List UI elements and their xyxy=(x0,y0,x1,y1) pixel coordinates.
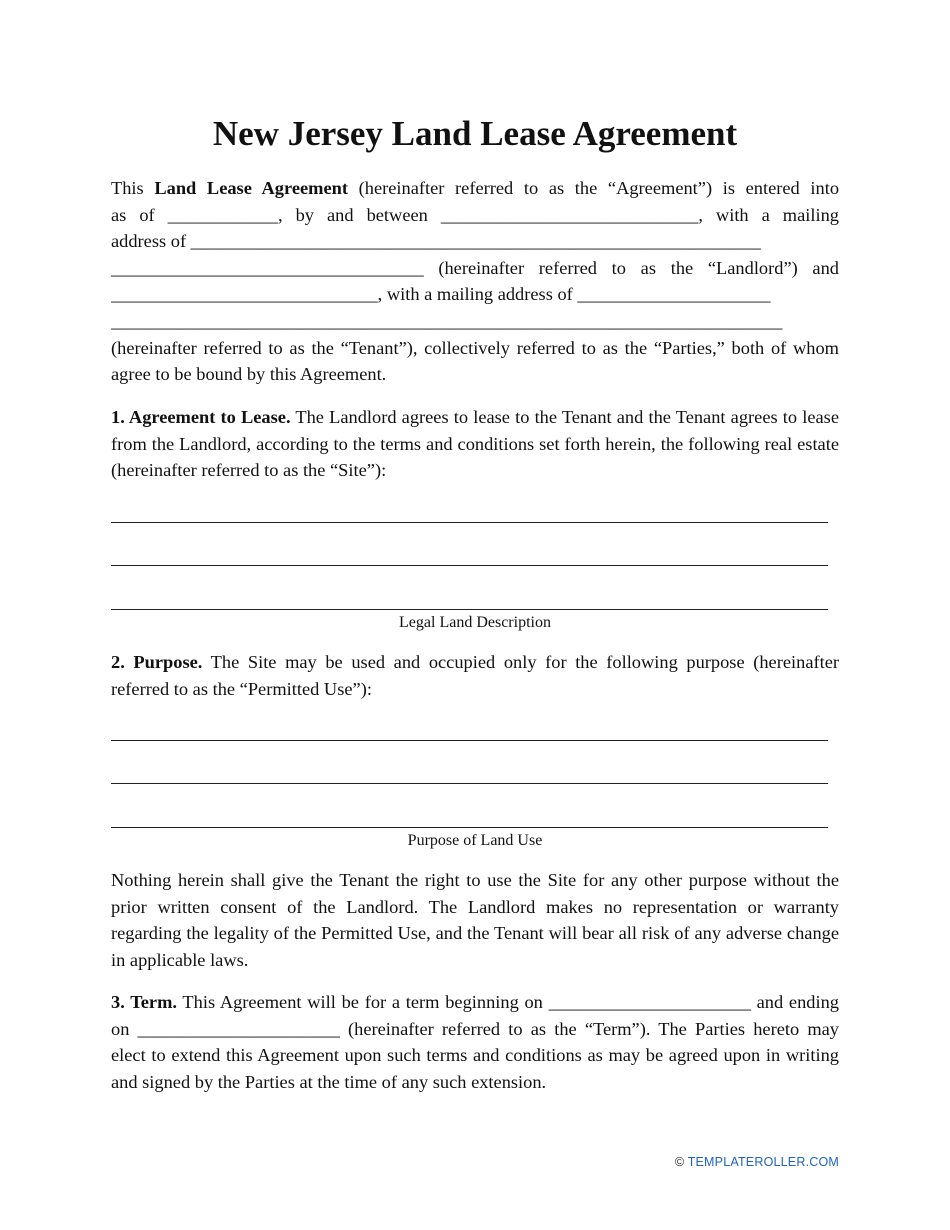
purpose-caption: Purpose of Land Use xyxy=(407,832,543,849)
section-1-paragraph xyxy=(111,404,839,484)
intro-text: This xyxy=(111,178,155,198)
footer-site-link[interactable]: TEMPLATEROLLER.COM xyxy=(687,1155,839,1169)
section-1-text: The Landlord agrees to lease to the Tenant and the Tenant agrees to lease from the Landlord, according to the terms and conditions set forth herein, the following real estate (hereinafter referred to as the “Site”): xyxy=(111,407,839,481)
intro-line-5: _____________________________, with a mailing address of _____________________ xyxy=(111,284,771,305)
legal-description-line-1[interactable] xyxy=(111,522,828,523)
purpose-line-2[interactable] xyxy=(111,783,828,784)
section-3-heading: 3. Term. xyxy=(111,992,178,1012)
legal-description-line-3[interactable] xyxy=(111,609,828,610)
purpose-followup-paragraph: Nothing herein shall give the Tenant the right to use the Site for any other purpose without the prior written consent of the Landlord. The Landlord makes no representation or warranty regarding the legality of the Permitted Use, and the Tenant will bear all risk of any adverse change in applicable laws. xyxy=(111,870,839,970)
purpose-line-3[interactable] xyxy=(111,827,828,828)
section-2-text: The Site may be used and occupied only for the following purpose (hereinafter referred to as the “Permitted Use”): xyxy=(111,652,839,699)
intro-line-1 xyxy=(111,175,839,202)
section-3-text: This Agreement will be for a term beginning on ______________________ and ending on ______________________ (hereinafter referred to as the “Term”). The Parties hereto may elect to extend this Agreement upon such terms and conditions as may be agreed upon in writing and signed by the Parties at the time of any such extension. xyxy=(111,992,839,1092)
intro-line-4: __________________________________ (hereinafter referred to as the “Landlord”) and xyxy=(111,257,839,278)
legal-description-caption: Legal Land Description xyxy=(399,614,551,631)
section-1-heading: 1. Agreement to Lease. xyxy=(111,407,291,427)
intro-line-2: as of ____________, by and between ____________________________, with a mailing xyxy=(111,204,839,225)
intro-paragraph xyxy=(111,175,839,388)
section-3-paragraph xyxy=(111,989,839,1095)
legal-description-line-2[interactable] xyxy=(111,565,828,566)
footer-credit xyxy=(675,1155,839,1169)
intro-tail: (hereinafter referred to as the “Tenant”), collectively referred to as the “Parties,” both of whom agree to be bound by this Agreement. xyxy=(111,337,839,385)
intro-line-6: _________________________________________________________________________ xyxy=(111,310,783,331)
section-2-paragraph xyxy=(111,649,839,702)
copyright-icon: © xyxy=(674,1155,685,1169)
intro-line-3: address of ______________________________________________________________ xyxy=(111,231,761,252)
intro-text: (hereinafter referred to as the “Agreement”) is entered into xyxy=(347,178,840,198)
document-title: New Jersey Land Lease Agreement xyxy=(212,114,738,153)
agreement-name: Land Lease Agreement xyxy=(154,178,348,198)
section-2-heading: 2. Purpose. xyxy=(111,652,203,672)
purpose-line-1[interactable] xyxy=(111,740,828,741)
